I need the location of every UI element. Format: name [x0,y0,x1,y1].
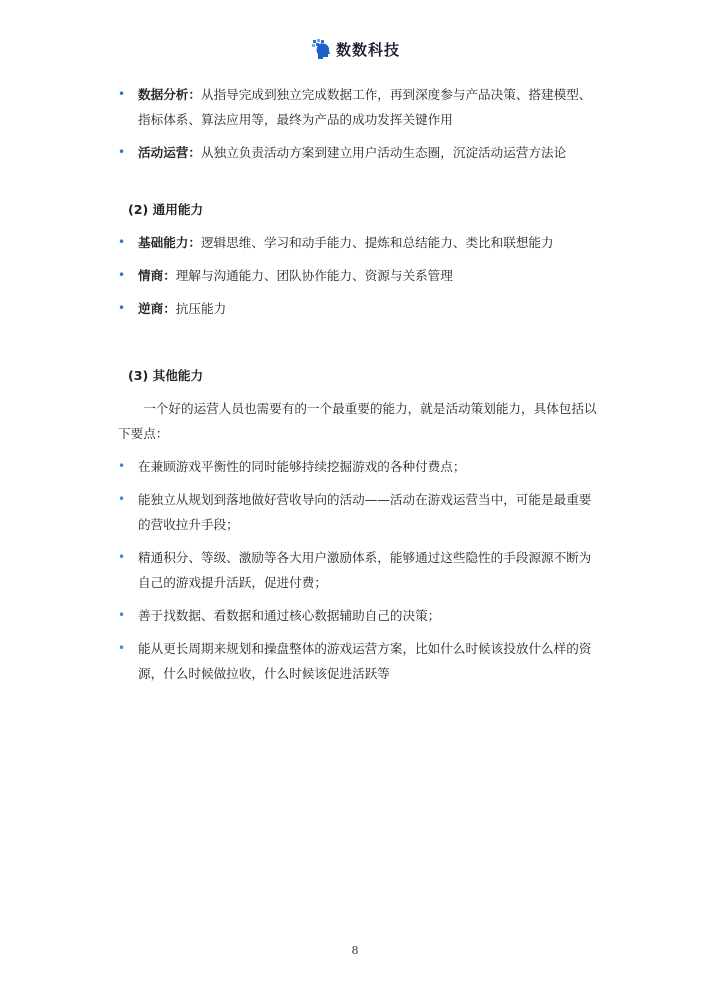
bullet-dot: • [118,87,126,101]
bullet-dot: • [118,608,126,622]
list-item [118,140,600,165]
brand-name: 数数科技 [335,40,400,59]
bullet-dot: • [118,459,126,473]
section-title-general-ability: (2) 通用能力 [128,202,204,217]
item-text: 抗压能力 [175,301,227,316]
list-item [118,454,600,479]
item-text: 逻辑思维、学习和动手能力、提炼和总结能力、类比和联想能力 [200,235,554,250]
brain-head-icon [310,38,332,60]
item-label: 逆商： [138,301,176,316]
list-item [118,263,600,288]
item-text: 精通积分、等级、激励等各大用户激励体系，能够通过这些隐性的手段源源不断为自己的游戏提升活跃，促进付费； [138,550,592,590]
bullet-dot: • [118,235,126,249]
list-item [118,545,600,595]
section-title-other-ability: (3) 其他能力 [128,368,204,383]
item-text: 在兼顾游戏平衡性的同时能够持续挖掘游戏的各种付费点； [138,459,466,474]
list-item [118,230,600,255]
bullet-dot: • [118,550,126,564]
bullet-dot: • [118,492,126,506]
item-text: 能独立从规划到落地做好营收导向的活动——活动在游戏运营当中，可能是最重要的营收拉升手段； [138,492,592,532]
item-text: 从指导完成到独立完成数据工作，再到深度参与产品决策、搭建模型、指标体系、算法应用等，最终为产品的成功发挥关键作用 [138,87,592,127]
item-text: 善于找数据、看数据和通过核心数据辅助自己的决策； [138,608,441,623]
page-number: 8 [351,944,359,957]
document-body [118,82,600,694]
list-item [118,636,600,686]
list-item [118,296,600,321]
intro-paragraph: 一个好的运营人员也需要有的一个最重要的能力，就是活动策划能力，具体包括以下要点： [118,401,597,441]
item-text: 能从更长周期来规划和操盘整体的游戏运营方案，比如什么时候该投放什么样的资源，什么时候做拉收，什么时候该促进活跃等 [138,641,592,681]
list-item [118,487,600,537]
bullet-dot: • [118,301,126,315]
bullet-dot: • [118,268,126,282]
bullet-dot: • [118,641,126,655]
list-item [118,603,600,628]
list-item [118,82,600,132]
item-label: 基础能力： [138,235,201,250]
item-label: 活动运营： [138,145,201,160]
item-label: 数据分析： [138,87,201,102]
item-text: 从独立负责活动方案到建立用户活动生态圈，沉淀活动运营方法论 [200,145,567,160]
bullet-dot: • [118,145,126,159]
document-header [0,38,710,60]
item-label: 情商： [138,268,176,283]
item-text: 理解与沟通能力、团队协作能力、资源与关系管理 [175,268,453,283]
